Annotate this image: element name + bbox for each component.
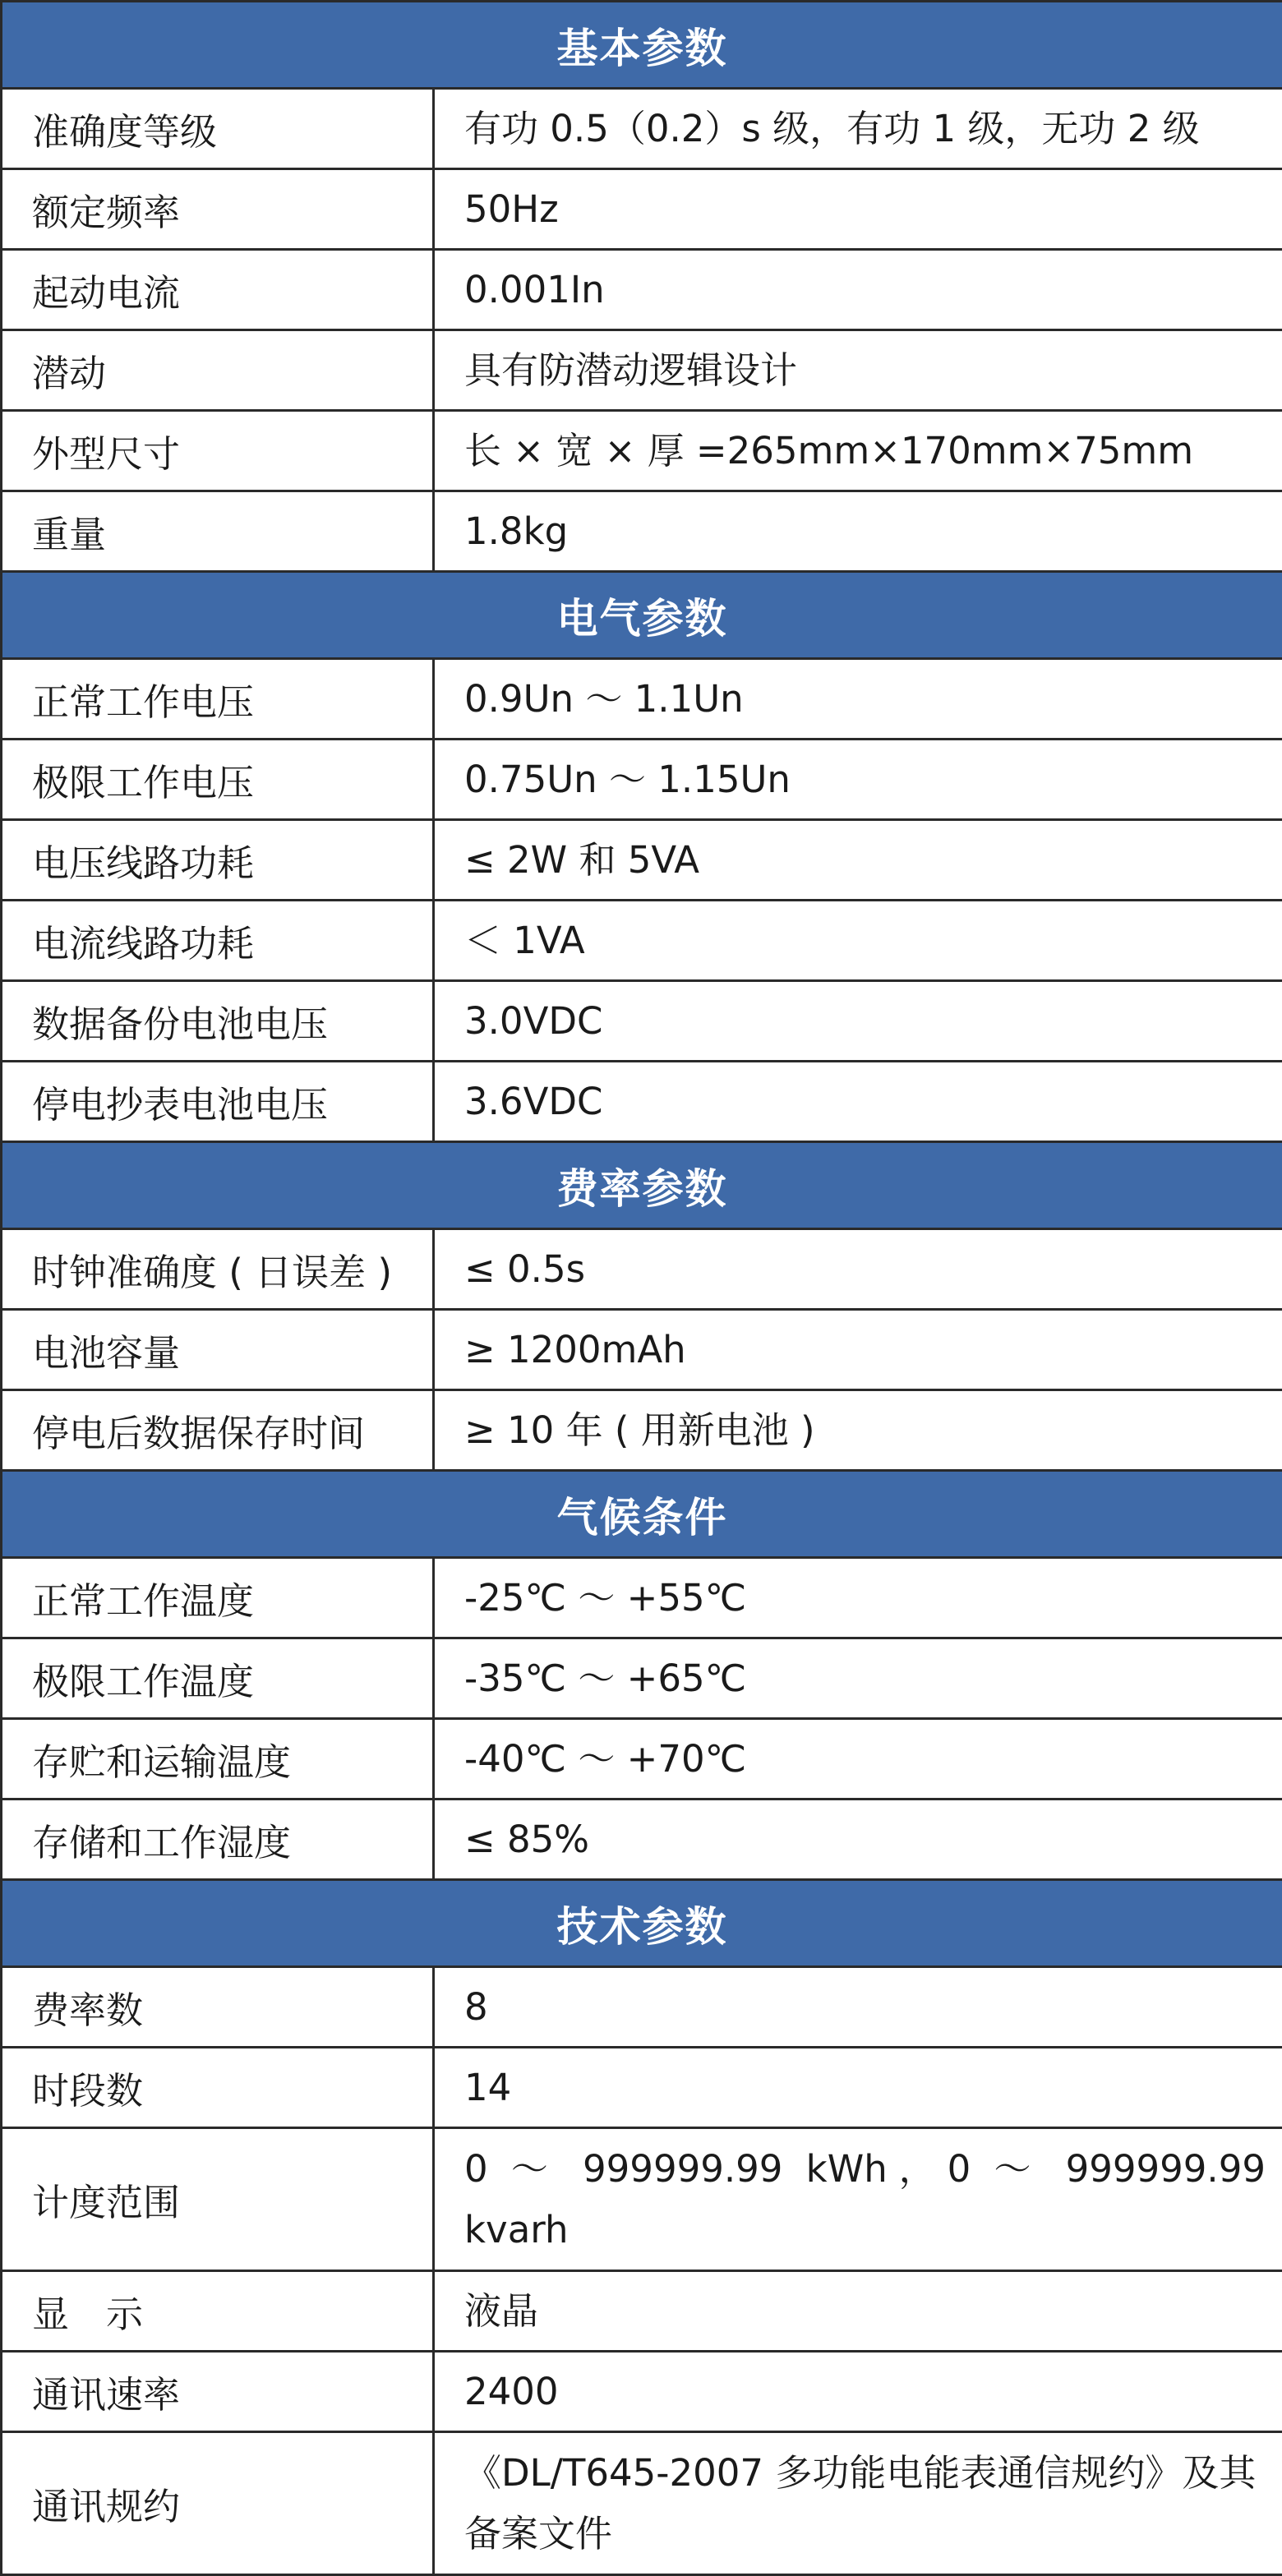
section-header-tariff: [2, 1142, 1282, 1229]
param-label: 时钟准确度 ( 日误差 ): [2, 1229, 434, 1310]
section-title: 费率参数: [2, 1142, 1282, 1229]
param-value: 2400: [434, 2352, 1282, 2432]
param-value: 3.6VDC: [434, 1062, 1282, 1142]
param-value: 长 × 宽 × 厚 =265mm×170mm×75mm: [434, 411, 1282, 491]
param-label: 正常工作温度: [2, 1558, 434, 1638]
param-value: -40℃ ～ +70℃: [434, 1719, 1282, 1800]
param-value: ≤ 2W 和 5VA: [434, 820, 1282, 901]
param-label: 停电后数据保存时间: [2, 1390, 434, 1471]
table-row: [2, 330, 1282, 411]
param-label: 停电抄表电池电压: [2, 1062, 434, 1142]
param-label: 电流线路功耗: [2, 901, 434, 981]
param-label: 计度范围: [2, 2128, 434, 2271]
table-row: [2, 1967, 1282, 2048]
param-value: ≥ 1200mAh: [434, 1310, 1282, 1390]
param-label: 通讯速率: [2, 2352, 434, 2432]
table-row: [2, 901, 1282, 981]
param-value: 0.9Un ～ 1.1Un: [434, 659, 1282, 740]
param-label: 存储和工作湿度: [2, 1800, 434, 1880]
param-label: 正常工作电压: [2, 659, 434, 740]
param-label: 时段数: [2, 2048, 434, 2128]
param-value: -25℃ ～ +55℃: [434, 1558, 1282, 1638]
section-header-technical: [2, 1880, 1282, 1967]
table-row: [2, 1638, 1282, 1719]
section-title: 基本参数: [2, 2, 1282, 89]
param-value: ＜ 1VA: [434, 901, 1282, 981]
param-value: 0.001In: [434, 250, 1282, 330]
table-row: [2, 2352, 1282, 2432]
param-label: 存贮和运输温度: [2, 1719, 434, 1800]
param-value: ≤ 0.5s: [434, 1229, 1282, 1310]
param-value: 0.75Un ～ 1.15Un: [434, 740, 1282, 820]
param-label: 额定频率: [2, 169, 434, 250]
table-row: [2, 2432, 1282, 2575]
param-value: 8: [434, 1967, 1282, 2048]
param-label: 显 示: [2, 2271, 434, 2352]
table-row: [2, 1800, 1282, 1880]
table-row: [2, 89, 1282, 169]
table-row: [2, 491, 1282, 572]
table-row: [2, 1062, 1282, 1142]
param-label: 极限工作温度: [2, 1638, 434, 1719]
param-value: 3.0VDC: [434, 981, 1282, 1062]
param-value: 液晶: [434, 2271, 1282, 2352]
param-value: 1.8kg: [434, 491, 1282, 572]
param-value: 0 ～ 999999.99 kWh，0 ～ 999999.99 kvarh: [434, 2128, 1282, 2271]
param-value: ≥ 10 年 ( 用新电池 ): [434, 1390, 1282, 1471]
section-title: 气候条件: [2, 1471, 1282, 1558]
param-label: 重量: [2, 491, 434, 572]
table-row: [2, 1558, 1282, 1638]
param-value: 具有防潜动逻辑设计: [434, 330, 1282, 411]
param-label: 起动电流: [2, 250, 434, 330]
table-row: [2, 411, 1282, 491]
param-label: 外型尺寸: [2, 411, 434, 491]
param-label: 电池容量: [2, 1310, 434, 1390]
param-value: 14: [434, 2048, 1282, 2128]
table-row: [2, 740, 1282, 820]
param-label: 费率数: [2, 1967, 434, 2048]
table-row: [2, 250, 1282, 330]
section-title: 电气参数: [2, 572, 1282, 659]
table-row: [2, 1390, 1282, 1471]
section-title: 技术参数: [2, 1880, 1282, 1967]
table-row: [2, 659, 1282, 740]
table-row: [2, 981, 1282, 1062]
table-row: [2, 820, 1282, 901]
param-label: 通讯规约: [2, 2432, 434, 2575]
table-row: [2, 1310, 1282, 1390]
table-row: [2, 2128, 1282, 2271]
param-label: 极限工作电压: [2, 740, 434, 820]
param-value: 50Hz: [434, 169, 1282, 250]
table-row: [2, 1229, 1282, 1310]
param-label: 潜动: [2, 330, 434, 411]
section-header-basic: [2, 2, 1282, 89]
param-label: 数据备份电池电压: [2, 981, 434, 1062]
param-value: 《DL/T645-2007 多功能电能表通信规约》及其备案文件: [434, 2432, 1282, 2575]
table-row: [2, 169, 1282, 250]
section-header-electrical: [2, 572, 1282, 659]
param-value: ≤ 85%: [434, 1800, 1282, 1880]
table-row: [2, 1719, 1282, 1800]
table-row: [2, 2048, 1282, 2128]
param-label: 准确度等级: [2, 89, 434, 169]
section-header-climate: [2, 1471, 1282, 1558]
param-label: 电压线路功耗: [2, 820, 434, 901]
table-row: [2, 2271, 1282, 2352]
param-value: -35℃ ～ +65℃: [434, 1638, 1282, 1719]
param-value: 有功 0.5（0.2）s 级，有功 1 级，无功 2 级: [434, 89, 1282, 169]
